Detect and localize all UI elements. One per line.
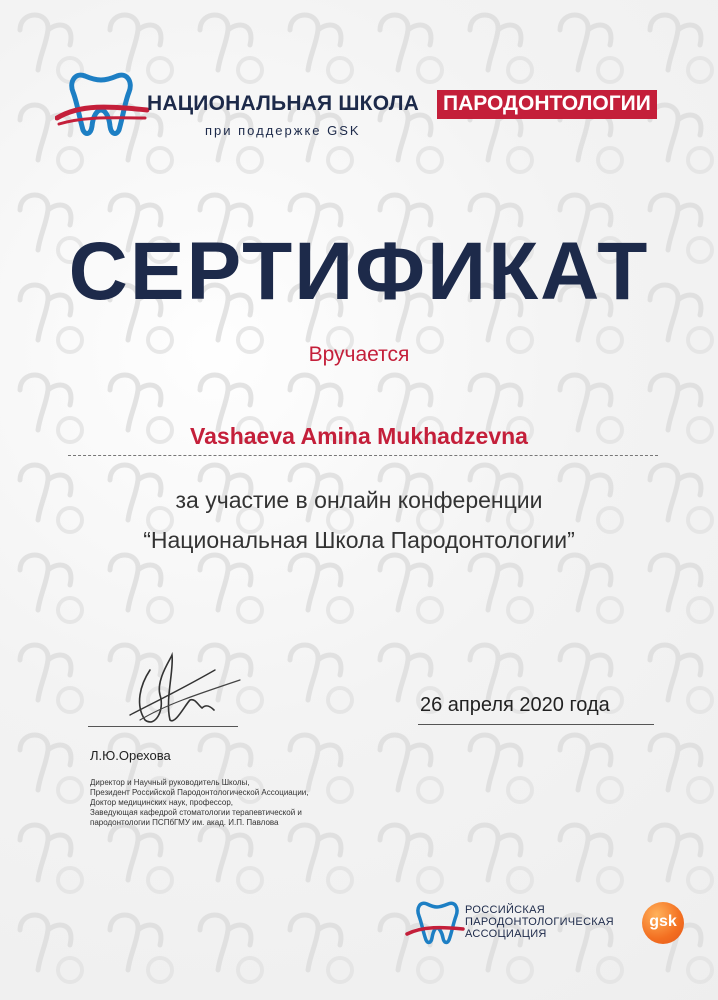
certificate-title: СЕРТИФИКАТ (68, 226, 650, 317)
signature-image (110, 650, 260, 735)
signature-line (88, 726, 238, 727)
awarded-label: Вручается (308, 343, 410, 366)
reason-line-1: за участие в онлайн конференции (175, 487, 543, 513)
recipient-underline (68, 455, 658, 456)
header (55, 68, 695, 148)
support-text: при поддержке GSK (205, 123, 361, 138)
signer-description-line: Заведующая кафедрой стоматологии терапевтической и (90, 808, 302, 817)
association-name-line: РОССИЙСКАЯ (465, 904, 545, 916)
signer-description (90, 778, 309, 828)
association-name (465, 904, 614, 940)
signer-description-line: пародонтологии ПСПбГМУ им. акад. И.П. Павлова (90, 818, 279, 827)
signer-description-line: Президент Российской Пародонтологической Ассоциации, (90, 788, 309, 797)
association-name-line: ПАРОДОНТОЛОГИЧЕСКАЯ (465, 916, 614, 928)
recipient-name: Vashaeva Amina Mukhadzevna (190, 423, 528, 449)
signer-description-line: Доктор медицинских наук, профессор, (90, 798, 234, 807)
gsk-logo-text: gsk (649, 913, 677, 930)
tooth-logo-icon (55, 68, 150, 140)
signer-name: Л.Ю.Орехова (90, 748, 171, 763)
reason-line-2: “Национальная Школа Пародонтологии” (143, 527, 575, 553)
school-title-highlight: ПАРОДОНТОЛОГИИ (437, 90, 657, 119)
date-underline (418, 724, 654, 725)
gsk-logo (642, 902, 684, 944)
association-tooth-logo-icon (405, 898, 465, 948)
association-name-line: АССОЦИАЦИЯ (465, 928, 547, 940)
certificate-date: 26 апреля 2020 года (420, 694, 610, 716)
school-title: НАЦИОНАЛЬНАЯ ШКОЛА (147, 92, 420, 115)
signer-description-line: Директор и Научный руководитель Школы, (90, 778, 250, 787)
